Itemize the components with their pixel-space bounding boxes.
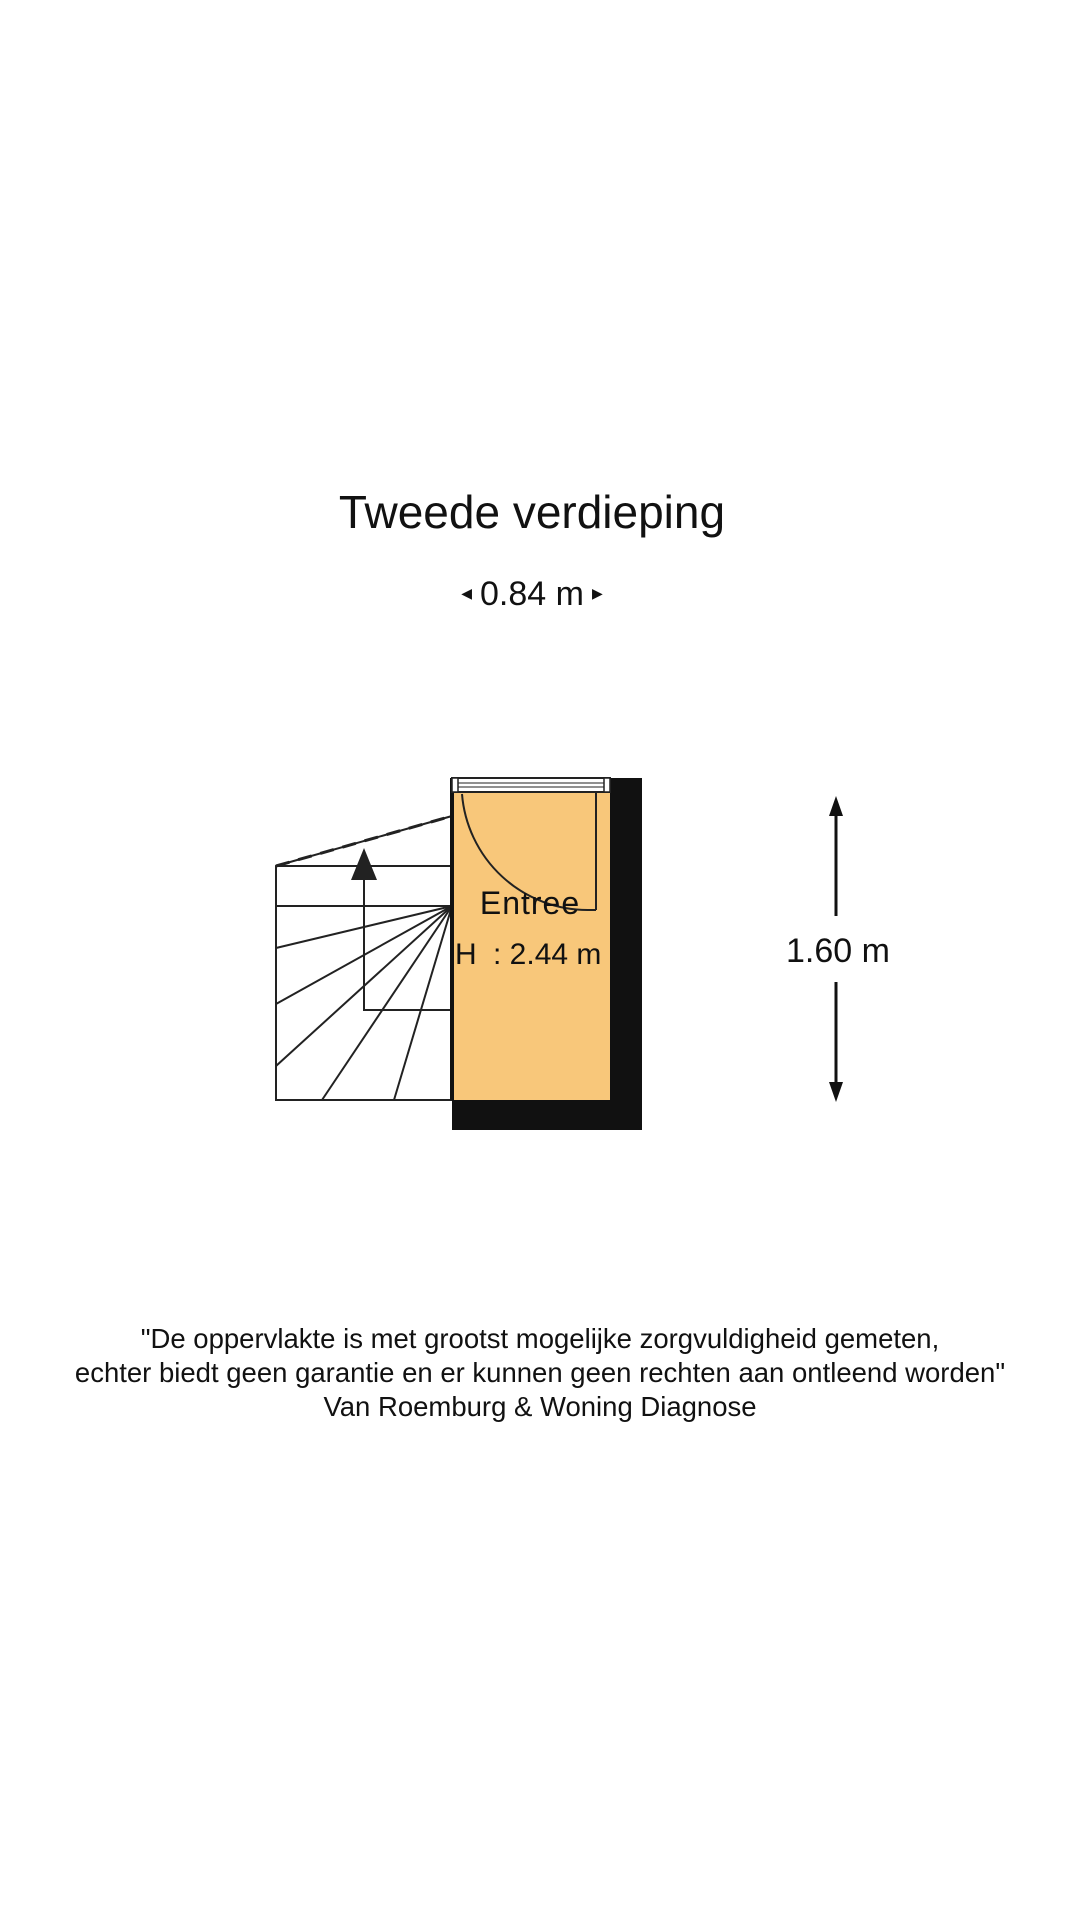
arrow-down-icon bbox=[829, 1082, 843, 1102]
arrow-right-icon: ▶ bbox=[591, 585, 603, 602]
disclaimer-line: "De oppervlakte is met grootst mogelijke zorgvuldigheid gemeten, bbox=[140, 1323, 940, 1354]
arrow-left-icon: ◀ bbox=[461, 585, 473, 602]
room-name: Entree bbox=[479, 885, 581, 921]
width-dimension-value: 0.84 m bbox=[480, 575, 584, 613]
room-height-prefix: H bbox=[455, 938, 477, 971]
depth-dimension bbox=[786, 796, 890, 1102]
disclaimer-credit: Van Roemburg & Woning Diagnose bbox=[323, 1391, 757, 1422]
floor-title: Tweede verdieping bbox=[338, 486, 726, 538]
wall-left bbox=[450, 778, 454, 1100]
wall-bottom bbox=[452, 1100, 642, 1130]
arrow-up-icon bbox=[829, 796, 843, 816]
wall-right bbox=[610, 778, 642, 1130]
room-height-value: : 2.44 m bbox=[493, 938, 602, 971]
disclaimer bbox=[0, 1322, 1080, 1424]
depth-dimension-value: 1.60 m bbox=[786, 932, 890, 970]
disclaimer-line: echter biedt geen garantie en er kunnen geen rechten aan ontleend worden" bbox=[74, 1357, 1006, 1388]
window bbox=[452, 778, 610, 792]
